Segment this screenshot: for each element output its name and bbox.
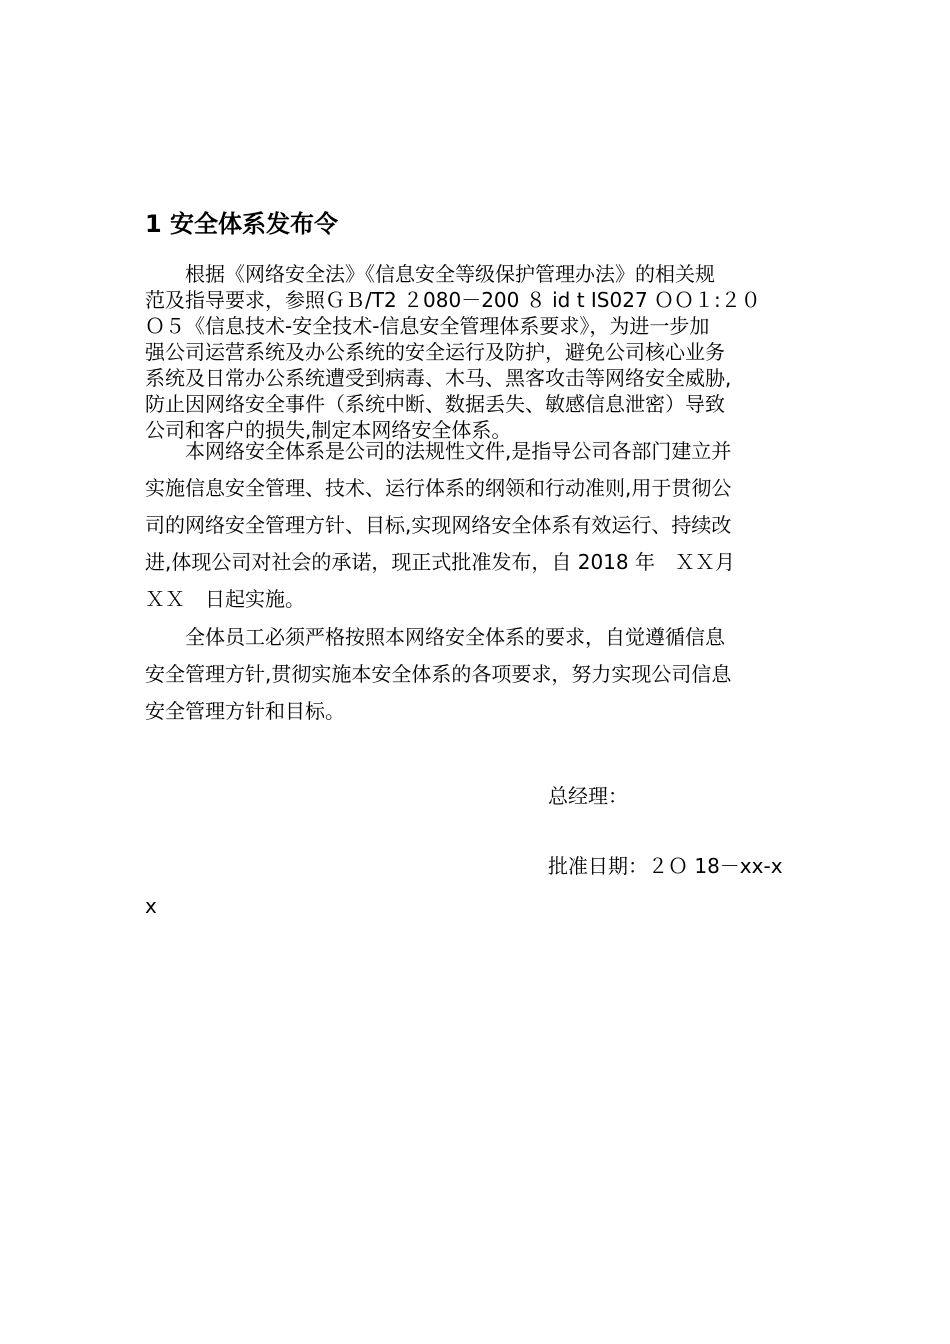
approval-date-continued: x bbox=[145, 894, 157, 918]
paragraph-line: 司的网络安全管理方针、目标,实现网络安全体系有效运行、持续改 bbox=[145, 513, 732, 537]
paragraph-line: 系统及日常办公系统遭受到病毒、木马、黑客攻击等网络安全威胁, bbox=[145, 366, 732, 390]
paragraph-basis bbox=[145, 261, 825, 443]
paragraph-line: 根据《网络安全法》《信息安全等级保护管理办法》的相关规 bbox=[145, 262, 715, 286]
approval-date: 批准日期：２Ｏ 18－xx-x bbox=[548, 854, 783, 878]
paragraph-line: 实施信息安全管理、技术、运行体系的纲领和行动准则,用于贯彻公 bbox=[145, 476, 732, 500]
paragraph-line: Ｏ５《信息技术-安全技术-信息安全管理体系要求》，为进一步加 bbox=[145, 314, 710, 338]
paragraph-line: 安全管理方针,贯彻实施本安全体系的各项要求，努力实现公司信息 bbox=[145, 662, 732, 686]
manager-signature-label: 总经理： bbox=[548, 784, 628, 808]
paragraph-line: ＸＸ 日起实施。 bbox=[145, 587, 305, 611]
paragraph-line: 范及指导要求，参照ＧＢ/T2 ２080－200 ８ id t IS027 ＯＯ１:２０ bbox=[145, 288, 761, 312]
paragraph-line: 本网络安全体系是公司的法规性文件,是指导公司各部门建立并 bbox=[145, 439, 732, 463]
paragraph-nature bbox=[145, 433, 825, 618]
paragraph-compliance bbox=[145, 619, 825, 730]
paragraph-line: 安全管理方针和目标。 bbox=[145, 699, 345, 723]
paragraph-line: 强公司运营系统及办公系统的安全运行及防护，避免公司核心业务 bbox=[145, 340, 725, 364]
section-title: 1 安全体系发布令 bbox=[145, 210, 339, 238]
paragraph-line: 防止因网络安全事件（系统中断、数据丢失、敏感信息泄密）导致 bbox=[145, 392, 725, 416]
paragraph-line: 公司和客户的损失,制定本网络安全体系。 bbox=[145, 418, 512, 442]
paragraph-line: 进,体现公司对社会的承诺，现正式批准发布，自 2018 年 ＸＸ月 bbox=[145, 550, 735, 574]
paragraph-line: 全体员工必须严格按照本网络安全体系的要求，自觉遵循信息 bbox=[145, 625, 725, 649]
